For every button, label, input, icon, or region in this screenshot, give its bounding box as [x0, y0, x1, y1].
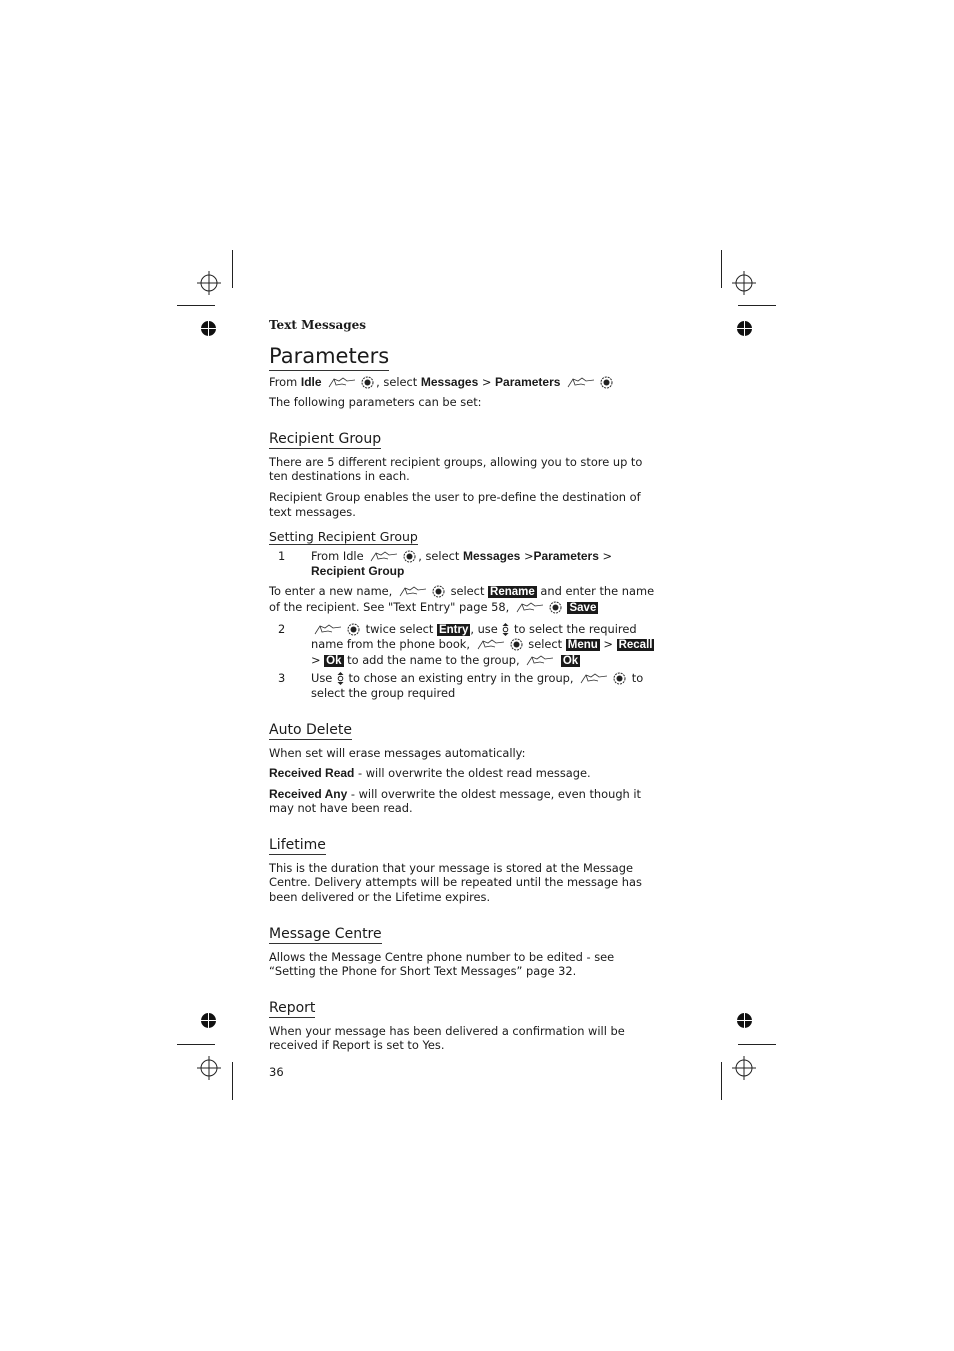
hand-press-icon [328, 376, 356, 388]
crop-line [232, 250, 233, 288]
intro-text: The following parameters can be set: [269, 395, 482, 410]
page-content [269, 318, 661, 1080]
hand-press-icon [477, 638, 505, 650]
registration-mark-icon [732, 271, 756, 295]
hand-press-icon [580, 672, 608, 684]
section-lifetime [269, 822, 661, 905]
select-key-icon [600, 376, 613, 389]
paragraph: Received Any - will overwrite the oldest message, even though it may not have been read. [269, 786, 642, 816]
section-recipient-group [269, 416, 661, 701]
select-key-icon [403, 550, 416, 563]
softkey-save: Save [569, 601, 597, 614]
section-report [269, 985, 661, 1053]
softkey-menu: Menu [567, 639, 598, 652]
softkey-recall: Recall [618, 639, 653, 652]
paragraph: When set will erase messages automatically: [269, 745, 526, 760]
section-heading: Auto Delete [269, 721, 352, 738]
paragraph: When your message has been delivered a confirmation will be received if Report is set to Yes. [269, 1023, 625, 1053]
section-heading: Lifetime [269, 836, 326, 853]
hand-press-icon [526, 654, 554, 666]
page-number: 36 [269, 1065, 284, 1080]
softkey-entry: Entry [438, 623, 469, 636]
registration-mark-icon [732, 1056, 756, 1080]
softkey-rename: Rename [490, 586, 535, 599]
paragraph: Recipient Group enables the user to pre-define the destination of text messages. [269, 489, 641, 519]
nav-key-icon [502, 623, 509, 636]
softkey-ok: Ok [562, 654, 579, 667]
section-heading: Message Centre [269, 925, 382, 942]
hand-press-icon [516, 601, 544, 613]
steps-list [269, 622, 661, 701]
paragraph: There are 5 different recipient groups, allowing you to store up to ten destinations in each. [269, 454, 643, 484]
page-title: Parameters [269, 343, 389, 371]
select-key-icon [613, 672, 626, 685]
select-key-icon [510, 638, 523, 651]
crop-line [721, 1062, 722, 1100]
select-key-icon [347, 623, 360, 636]
select-key-icon [361, 376, 374, 389]
intro-path: From Idle , select Messages > Parameters [269, 375, 661, 390]
crop-line [721, 250, 722, 288]
registration-dot [201, 321, 216, 336]
paragraph: This is the duration that your message is stored at the Message Centre. Delivery attempts will be repeated until the message has been delivered or the Lifetime expires. [269, 860, 642, 905]
crop-line [738, 1044, 776, 1045]
step-item: 1 From Idle , select Messages >Parameters > Recipient Group [278, 549, 613, 578]
registration-mark-icon [197, 271, 221, 295]
hand-press-icon [370, 550, 398, 562]
hand-press-icon [314, 623, 342, 635]
section-heading: Report [269, 999, 316, 1016]
enter-name-paragraph: To enter a new name, select Rename and enter the name of the recipient. See "Text Entry" page 58, Save [269, 584, 655, 614]
registration-dot [737, 321, 752, 336]
paragraph: Received Read - will overwrite the oldest read message. [269, 766, 591, 781]
crop-line [177, 1044, 215, 1045]
select-key-icon [549, 601, 562, 614]
crop-line [232, 1062, 233, 1100]
running-head: Text Messages [269, 318, 367, 332]
section-heading: Recipient Group [269, 430, 382, 447]
section-auto-delete [269, 707, 661, 816]
step-item: 3 Use to chose an existing entry in the group, to select the group required [278, 671, 644, 700]
nav-key-icon [337, 672, 344, 685]
steps-list [269, 549, 661, 578]
paragraph: Allows the Message Centre phone number to be edited - see “Setting the Phone for Short Text Messages” page 32. [269, 949, 615, 979]
softkey-ok: Ok [326, 654, 342, 667]
registration-mark-icon [197, 1056, 221, 1080]
registration-dot [201, 1013, 216, 1028]
step-item: 2 twice select Entry , use to select the required name from the phone book, select Menu > Recall > Ok to add the name to the group, Ok [278, 621, 653, 667]
crop-line [738, 305, 776, 306]
hand-press-icon [399, 585, 427, 597]
hand-press-icon [567, 376, 595, 388]
section-message-centre [269, 911, 661, 979]
registration-dot [737, 1013, 752, 1028]
crop-line [177, 305, 215, 306]
subsection-heading: Setting Recipient Group [269, 529, 418, 545]
select-key-icon [432, 585, 445, 598]
